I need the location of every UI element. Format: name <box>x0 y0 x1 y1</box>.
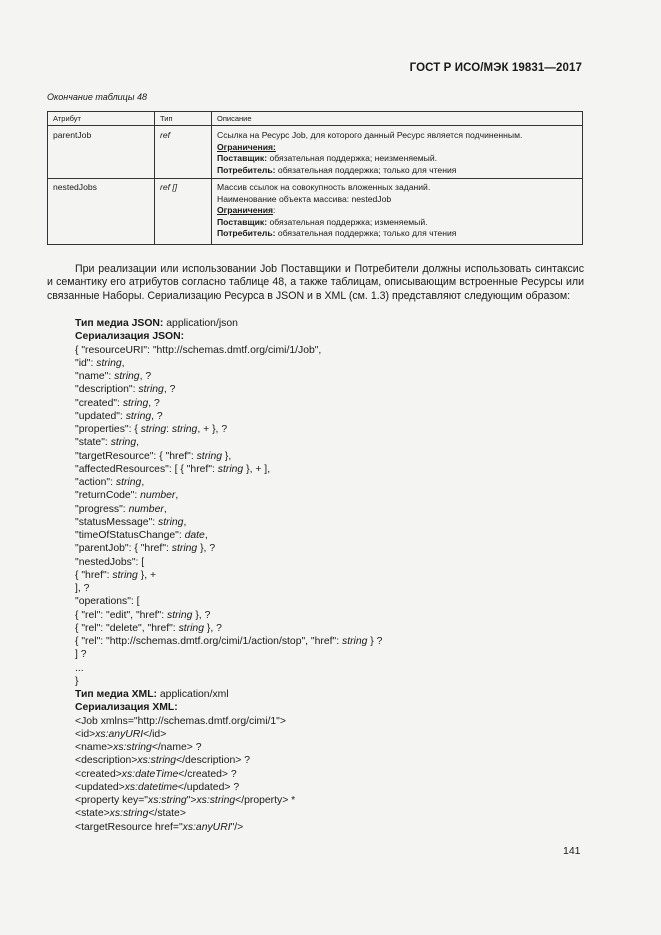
code-line <box>75 754 382 767</box>
code-segment: { "href": <box>75 569 113 581</box>
code-line <box>75 768 382 781</box>
code-segment: }, ? <box>204 622 222 634</box>
code-segment: <targetResource href=" <box>75 821 183 833</box>
serialization-listing <box>75 317 382 834</box>
code-segment: "targetResource": { "href": <box>75 450 197 462</box>
code-segment: }, + <box>137 569 157 581</box>
code-segment: Сериализация XML: <box>75 702 178 714</box>
code-line <box>75 463 382 476</box>
code-line <box>75 635 382 648</box>
code-segment: "id": <box>75 357 97 369</box>
provider-text: обязательная поддержка; изменяемый. <box>267 216 428 227</box>
code-segment: { "resourceURI": "http://schemas.dmtf.org/cimi/1/Job", <box>75 344 322 356</box>
code-line <box>75 423 382 436</box>
code-segment: <id> <box>75 728 96 740</box>
code-line <box>75 542 382 555</box>
code-segment: string <box>138 384 164 396</box>
code-segment: xs:anyURI <box>95 728 144 740</box>
code-segment: : <box>166 424 172 435</box>
code-segment: string <box>114 371 140 382</box>
code-segment: </description> ? <box>176 755 251 767</box>
consumer-label: Потребитель: <box>217 228 276 239</box>
code-segment: xs:string <box>137 755 177 767</box>
code-segment: xs:string <box>113 742 152 753</box>
code-line <box>75 556 382 569</box>
description-text: Ссылка на Ресурс Job, для которого данный Ресурс является подчиненным. <box>217 130 523 141</box>
code-line <box>75 781 382 794</box>
code-segment: <state> <box>75 808 110 820</box>
code-segment: "updated": <box>75 410 126 422</box>
code-segment: }, + ], <box>243 463 271 475</box>
code-segment: , ? <box>163 384 176 396</box>
code-segment: , ? <box>148 397 160 409</box>
code-segment: number <box>140 490 176 502</box>
code-segment: { "rel": "http://schemas.dmtf.org/cimi/1/action/stop", "href": <box>75 636 342 647</box>
description-text: Наименование объекта массива: nestedJob <box>217 193 392 204</box>
column-header-attribute: Атрибут <box>48 112 155 126</box>
code-line <box>75 794 382 807</box>
code-line <box>75 728 382 741</box>
code-segment: <property key=" <box>75 795 148 806</box>
code-line <box>75 436 382 449</box>
provider-label: Поставщик: <box>217 153 268 164</box>
code-segment: , ? <box>139 371 152 382</box>
code-segment: string <box>115 477 142 488</box>
consumer-text: обязательная поддержка; только для чтения <box>275 164 457 175</box>
code-line <box>75 662 382 675</box>
code-segment: application/xml <box>157 689 229 700</box>
code-line <box>75 675 382 688</box>
code-segment: string <box>112 569 138 581</box>
code-segment: <name> <box>75 742 114 753</box>
code-segment: "description": <box>75 384 139 396</box>
description-text: Массив ссылок на совокупность вложенных заданий. <box>217 182 431 193</box>
code-segment: </name> ? <box>151 742 202 753</box>
code-segment: , <box>183 516 187 528</box>
code-segment: "affectedResources": [ { "href": <box>75 463 218 475</box>
code-segment: string <box>110 437 137 449</box>
code-line <box>75 582 382 595</box>
code-segment: , <box>141 477 145 488</box>
code-line <box>75 516 382 529</box>
code-segment: string <box>178 622 204 634</box>
code-segment: </created> ? <box>178 768 237 780</box>
code-segment: } ? <box>367 636 383 647</box>
provider-text: обязательная поддержка; неизменяемый. <box>267 153 438 164</box>
code-line <box>75 503 382 516</box>
code-segment: { "rel": "edit", "href": <box>75 609 168 621</box>
code-segment: "action": <box>75 477 116 488</box>
code-segment: <updated> <box>75 781 125 793</box>
body-paragraph: При реализации или использовании Job Поставщики и Потребители должны использовать синтаксис и семантику его атрибутов согласно таблице 48, а также таблицам, описывающим встроенные Ресурсы или связанные Наборы. Сериализацию Ресурса в JSON и в XML (см. 1.3) представляют следующим образом: <box>47 263 584 302</box>
code-line <box>75 344 382 357</box>
code-line <box>75 688 382 701</box>
code-segment: "name": <box>75 371 115 382</box>
code-line <box>75 476 382 489</box>
code-segment: xs:datetime <box>124 781 178 793</box>
code-segment: Сериализация JSON: <box>75 331 185 343</box>
provider-label: Поставщик: <box>217 216 268 227</box>
description-cell <box>212 126 583 179</box>
description-cell <box>212 179 583 245</box>
code-segment: xs:string <box>196 795 236 806</box>
code-segment: string <box>158 516 184 528</box>
code-segment: application/json <box>163 318 238 329</box>
code-segment: string <box>217 463 244 475</box>
code-line <box>75 595 382 608</box>
code-segment: "timeOfStatusChange": <box>75 530 185 541</box>
table-row <box>48 179 583 245</box>
code-segment: string <box>167 609 193 621</box>
code-segment: "properties": { <box>75 424 141 435</box>
code-segment: </state> <box>148 808 186 820</box>
column-header-description: Описание <box>212 112 583 126</box>
code-segment: <created> <box>75 768 122 780</box>
code-segment: { "rel": "delete", "href": <box>75 622 179 634</box>
code-segment: "statusMessage": <box>75 516 159 528</box>
code-line <box>75 357 382 370</box>
type-cell: ref <box>155 126 212 179</box>
code-segment: ], ? <box>75 583 90 594</box>
code-line <box>75 330 382 343</box>
consumer-label: Потребитель: <box>217 164 276 175</box>
code-line <box>75 715 382 728</box>
code-segment: , ? <box>151 410 163 422</box>
code-segment: "progress": <box>75 503 129 515</box>
code-segment: "> <box>186 795 197 806</box>
code-segment: "created": <box>75 397 123 409</box>
code-line <box>75 701 382 714</box>
code-line <box>75 370 382 383</box>
limits-colon: : <box>273 205 276 216</box>
code-segment: "nestedJobs": [ <box>75 556 145 568</box>
code-segment: "state": <box>75 437 111 449</box>
page-number: 141 <box>563 845 581 857</box>
code-segment: ] ? <box>75 649 87 661</box>
code-segment: </property> * <box>235 795 296 806</box>
code-line <box>75 821 382 834</box>
code-segment: <Job xmlns="http://schemas.dmtf.org/cimi/1"> <box>75 715 286 727</box>
code-segment: Тип медиа XML: <box>75 689 158 700</box>
column-header-type: Тип <box>155 112 212 126</box>
code-segment: , <box>163 503 167 515</box>
code-segment: </id> <box>143 728 167 740</box>
code-segment: ... <box>75 662 84 674</box>
limits-label: Ограничения: <box>217 141 276 152</box>
code-segment: , <box>204 530 208 541</box>
limits-label: Ограничения <box>217 205 274 216</box>
code-segment: } <box>75 675 79 687</box>
code-line <box>75 529 382 542</box>
code-segment: string <box>171 543 198 555</box>
code-line <box>75 609 382 622</box>
code-line <box>75 450 382 463</box>
code-segment: number <box>128 503 164 515</box>
attributes-table <box>47 111 583 245</box>
code-line <box>75 383 382 396</box>
code-segment: xs:anyURI <box>182 821 231 833</box>
code-segment: string <box>196 450 223 462</box>
code-segment: </updated> ? <box>177 781 240 793</box>
code-segment: }, <box>222 450 232 462</box>
code-segment: Тип медиа JSON: <box>75 318 164 329</box>
code-line <box>75 317 382 330</box>
code-line <box>75 648 382 661</box>
code-segment: "returnCode": <box>75 490 141 502</box>
table-row <box>48 126 583 179</box>
code-line <box>75 410 382 423</box>
standard-header: ГОСТ Р ИСО/МЭК 19831—2017 <box>409 62 582 74</box>
code-segment: string <box>122 397 149 409</box>
code-segment: }, ? <box>197 543 216 555</box>
code-segment: date <box>184 530 205 541</box>
code-segment: string <box>140 424 167 435</box>
code-segment: , <box>175 490 179 502</box>
code-line <box>75 622 382 635</box>
code-segment: "parentJob": { "href": <box>75 543 172 555</box>
code-segment: "/> <box>230 821 244 833</box>
code-line <box>75 741 382 754</box>
code-segment: string <box>125 410 152 422</box>
attribute-cell: parentJob <box>48 126 155 179</box>
table-header-row <box>48 112 583 126</box>
table-caption: Окончание таблицы 48 <box>47 92 147 102</box>
code-segment: xs:string <box>148 795 187 806</box>
code-segment: string <box>96 357 122 369</box>
code-segment: , <box>121 357 125 369</box>
code-line <box>75 397 382 410</box>
code-segment: xs:dateTime <box>121 768 179 780</box>
code-segment: string <box>171 424 198 435</box>
attribute-cell: nestedJobs <box>48 179 155 245</box>
code-line <box>75 807 382 820</box>
code-segment: string <box>342 636 368 647</box>
consumer-text: обязательная поддержка; только для чтения <box>275 228 457 239</box>
code-line <box>75 489 382 502</box>
code-line <box>75 569 382 582</box>
code-segment: <description> <box>75 755 138 767</box>
code-segment: , + }, ? <box>197 424 228 435</box>
code-segment: xs:string <box>109 808 149 820</box>
code-segment: , <box>136 437 139 449</box>
type-cell: ref [] <box>155 179 212 245</box>
code-segment: }, ? <box>192 609 211 621</box>
code-segment: "operations": [ <box>75 596 140 608</box>
